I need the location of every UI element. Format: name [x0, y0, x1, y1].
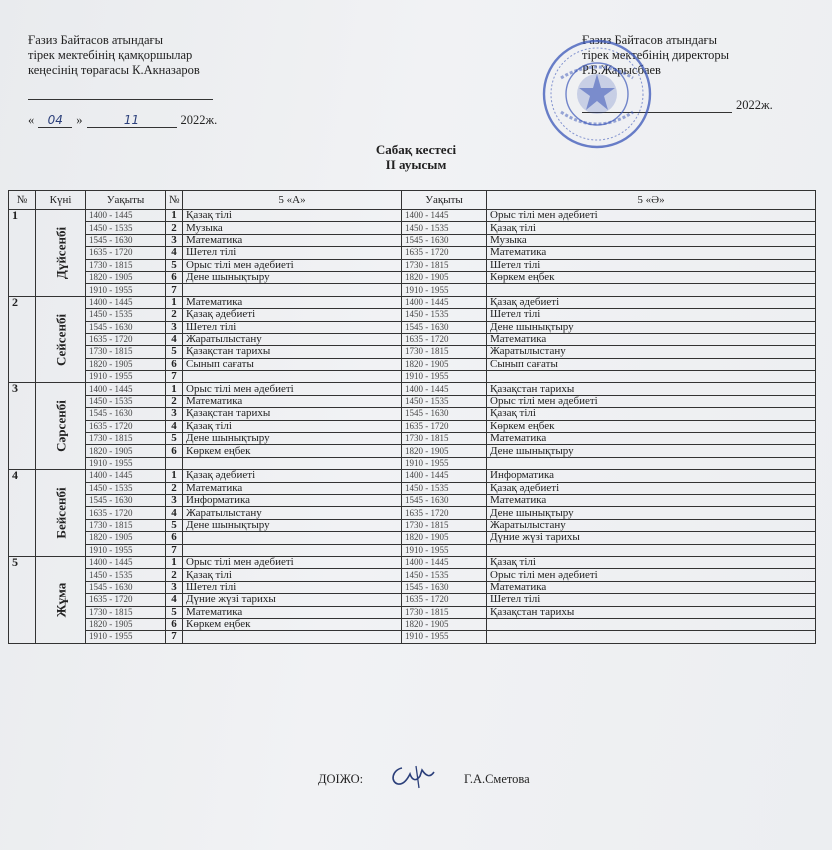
- subject-5a: [183, 544, 402, 556]
- lesson-number: 3: [166, 581, 183, 593]
- subject-5b: Жаратылыстану: [487, 346, 816, 358]
- time-slot-5a: 1730 - 1815: [86, 519, 166, 531]
- subject-5b: [487, 631, 816, 643]
- lesson-number: 6: [166, 358, 183, 370]
- lesson-number: 5: [166, 606, 183, 618]
- lesson-number: 2: [166, 309, 183, 321]
- time-slot-5a: 1545 - 1630: [86, 494, 166, 506]
- schedule-table: [8, 190, 816, 644]
- time-slot-5b: 1635 - 1720: [402, 594, 487, 606]
- lesson-number: 7: [166, 284, 183, 296]
- subject-5b: Музыка: [487, 234, 816, 246]
- day-number: 4: [9, 470, 36, 557]
- document-title: Сабақ кестесі: [375, 142, 457, 157]
- subject-5b: Дене шынықтыру: [487, 445, 816, 457]
- subject-5a: Қазақ тілі: [183, 420, 402, 432]
- subject-5a: Дене шынықтыру: [183, 519, 402, 531]
- time-slot-5a: 1545 - 1630: [86, 321, 166, 333]
- time-slot-5a: 1910 - 1955: [86, 371, 166, 383]
- table-row: [9, 482, 816, 494]
- subject-5b: Математика: [487, 581, 816, 593]
- day-number: 3: [9, 383, 36, 470]
- table-row: [9, 271, 816, 283]
- date-year: 2022ж.: [736, 98, 773, 112]
- subject-5a: [183, 284, 402, 296]
- table-row: [9, 210, 816, 222]
- lesson-number: 3: [166, 234, 183, 246]
- time-slot-5a: 1450 - 1535: [86, 569, 166, 581]
- subject-5a: Шетел тілі: [183, 321, 402, 333]
- day-name: Жұма: [53, 582, 68, 618]
- lesson-number: 7: [166, 631, 183, 643]
- table-row: [9, 284, 816, 296]
- time-slot-5a: 1450 - 1535: [86, 222, 166, 234]
- column-header: №: [166, 191, 183, 210]
- time-slot-5a: 1635 - 1720: [86, 420, 166, 432]
- time-slot-5b: 1820 - 1905: [402, 358, 487, 370]
- subject-5b: Дене шынықтыру: [487, 507, 816, 519]
- subject-5b: Көркем еңбек: [487, 271, 816, 283]
- subject-5b: [487, 371, 816, 383]
- subject-5a: Қазақстан тарихы: [183, 346, 402, 358]
- subject-5b: Орыс тілі мен әдебиеті: [487, 569, 816, 581]
- day-number: 2: [9, 296, 36, 383]
- table-row: [9, 569, 816, 581]
- day-cell: [36, 556, 86, 643]
- day-number: 1: [9, 210, 36, 297]
- subject-5b: Шетел тілі: [487, 259, 816, 271]
- approval-line: тірек мектебінің қамқоршылар: [28, 48, 193, 62]
- subject-5a: Дене шынықтыру: [183, 271, 402, 283]
- time-slot-5b: 1730 - 1815: [402, 259, 487, 271]
- time-slot-5b: 1635 - 1720: [402, 420, 487, 432]
- lesson-number: 5: [166, 519, 183, 531]
- subject-5a: [183, 371, 402, 383]
- table-row: [9, 581, 816, 593]
- date-day: 04: [38, 113, 72, 128]
- table-row: [9, 346, 816, 358]
- approval-line: кеңесінің төрағасы К.Акназаров: [28, 63, 200, 77]
- subject-5b: Математика: [487, 494, 816, 506]
- table-row: [9, 333, 816, 345]
- subject-5b: Математика: [487, 333, 816, 345]
- subject-5a: Жаратылыстану: [183, 507, 402, 519]
- column-header: №: [9, 191, 36, 210]
- time-slot-5a: 1820 - 1905: [86, 532, 166, 544]
- time-slot-5b: 1400 - 1445: [402, 383, 487, 395]
- approval-line: Ғазиз Байтасов атындағы: [28, 33, 164, 47]
- time-slot-5b: 1635 - 1720: [402, 507, 487, 519]
- table-row: [9, 222, 816, 234]
- time-slot-5a: 1635 - 1720: [86, 507, 166, 519]
- table-row: [9, 457, 816, 469]
- time-slot-5a: 1730 - 1815: [86, 259, 166, 271]
- subject-5a: Музыка: [183, 222, 402, 234]
- subject-5b: Көркем еңбек: [487, 420, 816, 432]
- subject-5a: Орыс тілі мен әдебиеті: [183, 259, 402, 271]
- time-slot-5b: 1635 - 1720: [402, 247, 487, 259]
- time-slot-5b: 1910 - 1955: [402, 284, 487, 296]
- handwritten-signature: [386, 762, 438, 790]
- footer-label: ДОІЖО:: [318, 772, 364, 786]
- subject-5b: Қазақ тілі: [487, 556, 816, 568]
- subject-5b: Шетел тілі: [487, 594, 816, 606]
- lesson-number: 2: [166, 395, 183, 407]
- lesson-number: 1: [166, 470, 183, 482]
- subject-5a: Дене шынықтыру: [183, 433, 402, 445]
- table-row: [9, 470, 816, 482]
- footer-name: Г.А.Сметова: [464, 772, 530, 786]
- subject-5a: Қазақ әдебиеті: [183, 309, 402, 321]
- time-slot-5b: 1545 - 1630: [402, 321, 487, 333]
- time-slot-5b: 1450 - 1535: [402, 395, 487, 407]
- lesson-number: 6: [166, 271, 183, 283]
- time-slot-5a: 1400 - 1445: [86, 383, 166, 395]
- column-header: Күні: [36, 191, 86, 210]
- time-slot-5a: 1910 - 1955: [86, 284, 166, 296]
- lesson-number: 3: [166, 494, 183, 506]
- subject-5a: Көркем еңбек: [183, 445, 402, 457]
- day-cell: [36, 210, 86, 297]
- table-row: [9, 371, 816, 383]
- subject-5b: Қазақ тілі: [487, 222, 816, 234]
- time-slot-5a: 1400 - 1445: [86, 556, 166, 568]
- time-slot-5b: 1910 - 1955: [402, 371, 487, 383]
- lesson-number: 5: [166, 433, 183, 445]
- table-row: [9, 247, 816, 259]
- subject-5b: Математика: [487, 433, 816, 445]
- subject-5a: Қазақстан тарихы: [183, 408, 402, 420]
- day-cell: [36, 383, 86, 470]
- subject-5b: Жаратылыстану: [487, 519, 816, 531]
- lesson-number: 5: [166, 346, 183, 358]
- approval-date: [28, 113, 288, 128]
- table-row: [9, 594, 816, 606]
- time-slot-5a: 1400 - 1445: [86, 210, 166, 222]
- time-slot-5a: 1450 - 1535: [86, 395, 166, 407]
- lesson-number: 1: [166, 296, 183, 308]
- subject-5b: Дүние жүзі тарихы: [487, 532, 816, 544]
- lesson-number: 6: [166, 532, 183, 544]
- time-slot-5a: 1730 - 1815: [86, 606, 166, 618]
- subject-5a: Математика: [183, 482, 402, 494]
- time-slot-5b: 1450 - 1535: [402, 569, 487, 581]
- time-slot-5b: 1450 - 1535: [402, 222, 487, 234]
- subject-5a: Математика: [183, 606, 402, 618]
- time-slot-5a: 1545 - 1630: [86, 581, 166, 593]
- day-name: Сәрсенбі: [53, 400, 68, 453]
- date-month: 11: [87, 113, 177, 128]
- time-slot-5a: 1400 - 1445: [86, 296, 166, 308]
- table-header-row: [9, 191, 816, 210]
- table-row: [9, 259, 816, 271]
- time-slot-5a: 1730 - 1815: [86, 346, 166, 358]
- day-number: 5: [9, 556, 36, 643]
- subject-5a: Қазақ тілі: [183, 569, 402, 581]
- lesson-number: 1: [166, 556, 183, 568]
- lesson-number: 4: [166, 247, 183, 259]
- approval-line: Р.Б.Жарысбаев: [582, 63, 661, 77]
- table-row: [9, 519, 816, 531]
- subject-5a: Информатика: [183, 494, 402, 506]
- lesson-number: 6: [166, 445, 183, 457]
- table-row: [9, 445, 816, 457]
- table-row: [9, 309, 816, 321]
- subject-5b: Дене шынықтыру: [487, 321, 816, 333]
- lesson-number: 4: [166, 420, 183, 432]
- day-name: Бейсенбі: [53, 487, 68, 539]
- table-row: [9, 532, 816, 544]
- subject-5a: Орыс тілі мен әдебиеті: [183, 383, 402, 395]
- time-slot-5b: 1730 - 1815: [402, 519, 487, 531]
- table-row: [9, 606, 816, 618]
- time-slot-5b: 1545 - 1630: [402, 494, 487, 506]
- day-name: Дүйсенбі: [53, 226, 68, 279]
- subject-5a: Орыс тілі мен әдебиеті: [183, 556, 402, 568]
- time-slot-5b: 1910 - 1955: [402, 544, 487, 556]
- time-slot-5b: 1635 - 1720: [402, 333, 487, 345]
- time-slot-5b: 1730 - 1815: [402, 606, 487, 618]
- time-slot-5a: 1910 - 1955: [86, 631, 166, 643]
- lesson-number: 6: [166, 618, 183, 630]
- subject-5a: [183, 631, 402, 643]
- table-row: [9, 631, 816, 643]
- lesson-number: 3: [166, 408, 183, 420]
- column-header: Уақыты: [402, 191, 487, 210]
- date-open-quote: «: [28, 113, 35, 127]
- table-row: [9, 433, 816, 445]
- time-slot-5a: 1635 - 1720: [86, 594, 166, 606]
- time-slot-5a: 1450 - 1535: [86, 482, 166, 494]
- table-row: [9, 556, 816, 568]
- subject-5a: Шетел тілі: [183, 247, 402, 259]
- table-row: [9, 395, 816, 407]
- time-slot-5b: 1910 - 1955: [402, 457, 487, 469]
- date-year: 2022ж.: [180, 113, 218, 127]
- subject-5b: [487, 284, 816, 296]
- subject-5b: [487, 544, 816, 556]
- time-slot-5b: 1400 - 1445: [402, 296, 487, 308]
- table-row: [9, 544, 816, 556]
- subject-5b: [487, 618, 816, 630]
- subject-5a: Жаратылыстану: [183, 333, 402, 345]
- subject-5a: Көркем еңбек: [183, 618, 402, 630]
- table-row: [9, 296, 816, 308]
- subject-5a: [183, 457, 402, 469]
- lesson-number: 7: [166, 371, 183, 383]
- subject-5a: Математика: [183, 395, 402, 407]
- subject-5a: Қазақ әдебиеті: [183, 470, 402, 482]
- time-slot-5b: 1820 - 1905: [402, 271, 487, 283]
- time-slot-5a: 1400 - 1445: [86, 470, 166, 482]
- subject-5b: Қазақ әдебиеті: [487, 482, 816, 494]
- signature-line: [28, 85, 213, 100]
- subject-5a: Математика: [183, 234, 402, 246]
- time-slot-5b: 1545 - 1630: [402, 408, 487, 420]
- subject-5b: [487, 457, 816, 469]
- time-slot-5b: 1730 - 1815: [402, 346, 487, 358]
- time-slot-5a: 1635 - 1720: [86, 247, 166, 259]
- time-slot-5b: 1400 - 1445: [402, 556, 487, 568]
- school-seal-stamp: [541, 38, 653, 150]
- lesson-number: 7: [166, 544, 183, 556]
- subject-5a: Сынып сағаты: [183, 358, 402, 370]
- lesson-number: 4: [166, 333, 183, 345]
- subject-5b: Орыс тілі мен әдебиеті: [487, 210, 816, 222]
- subject-5b: Математика: [487, 247, 816, 259]
- lesson-number: 1: [166, 210, 183, 222]
- subject-5a: Математика: [183, 296, 402, 308]
- approval-line: Ғазиз Байтасов атындағы: [582, 33, 718, 47]
- time-slot-5b: 1400 - 1445: [402, 210, 487, 222]
- subject-5b: Қазақ тілі: [487, 408, 816, 420]
- time-slot-5a: 1820 - 1905: [86, 271, 166, 283]
- column-header: 5 «А»: [183, 191, 402, 210]
- time-slot-5a: 1730 - 1815: [86, 433, 166, 445]
- lesson-number: 2: [166, 222, 183, 234]
- table-row: [9, 383, 816, 395]
- subject-5b: Информатика: [487, 470, 816, 482]
- table-row: [9, 234, 816, 246]
- subject-5b: Қазақстан тарихы: [487, 606, 816, 618]
- time-slot-5a: 1820 - 1905: [86, 358, 166, 370]
- time-slot-5b: 1820 - 1905: [402, 445, 487, 457]
- lesson-number: 1: [166, 383, 183, 395]
- subject-5b: Шетел тілі: [487, 309, 816, 321]
- subject-5b: Қазақ әдебиеті: [487, 296, 816, 308]
- subject-5b: Сынып сағаты: [487, 358, 816, 370]
- time-slot-5b: 1450 - 1535: [402, 482, 487, 494]
- subject-5b: Қазақстан тарихы: [487, 383, 816, 395]
- approval-line: тірек мектебінің директоры: [582, 48, 730, 62]
- table-row: [9, 408, 816, 420]
- time-slot-5a: 1910 - 1955: [86, 544, 166, 556]
- column-header: 5 «Ә»: [487, 191, 816, 210]
- lesson-number: 4: [166, 507, 183, 519]
- day-cell: [36, 470, 86, 557]
- time-slot-5b: 1910 - 1955: [402, 631, 487, 643]
- subject-5a: Қазақ тілі: [183, 210, 402, 222]
- approval-block-left: [28, 33, 288, 128]
- table-row: [9, 618, 816, 630]
- time-slot-5b: 1545 - 1630: [402, 581, 487, 593]
- lesson-number: 2: [166, 482, 183, 494]
- time-slot-5a: 1545 - 1630: [86, 408, 166, 420]
- time-slot-5a: 1545 - 1630: [86, 234, 166, 246]
- table-row: [9, 358, 816, 370]
- time-slot-5a: 1635 - 1720: [86, 333, 166, 345]
- day-cell: [36, 296, 86, 383]
- table-row: [9, 494, 816, 506]
- time-slot-5a: 1820 - 1905: [86, 618, 166, 630]
- time-slot-5a: 1910 - 1955: [86, 457, 166, 469]
- date-close-quote: »: [76, 113, 83, 127]
- time-slot-5b: 1730 - 1815: [402, 433, 487, 445]
- table-row: [9, 507, 816, 519]
- time-slot-5b: 1545 - 1630: [402, 234, 487, 246]
- time-slot-5a: 1450 - 1535: [86, 309, 166, 321]
- document-subtitle: ІІ ауысым: [385, 157, 447, 172]
- time-slot-5a: 1820 - 1905: [86, 445, 166, 457]
- lesson-number: 5: [166, 259, 183, 271]
- column-header: Уақыты: [86, 191, 166, 210]
- time-slot-5b: 1450 - 1535: [402, 309, 487, 321]
- day-name: Сейсенбі: [53, 313, 68, 366]
- lesson-number: 2: [166, 569, 183, 581]
- lesson-number: 3: [166, 321, 183, 333]
- subject-5a: Шетел тілі: [183, 581, 402, 593]
- lesson-number: [166, 457, 183, 469]
- subject-5b: Орыс тілі мен әдебиеті: [487, 395, 816, 407]
- time-slot-5b: 1400 - 1445: [402, 470, 487, 482]
- time-slot-5b: 1820 - 1905: [402, 618, 487, 630]
- table-row: [9, 420, 816, 432]
- time-slot-5b: 1820 - 1905: [402, 532, 487, 544]
- subject-5a: Дүние жүзі тарихы: [183, 594, 402, 606]
- subject-5a: [183, 532, 402, 544]
- lesson-number: 4: [166, 594, 183, 606]
- table-row: [9, 321, 816, 333]
